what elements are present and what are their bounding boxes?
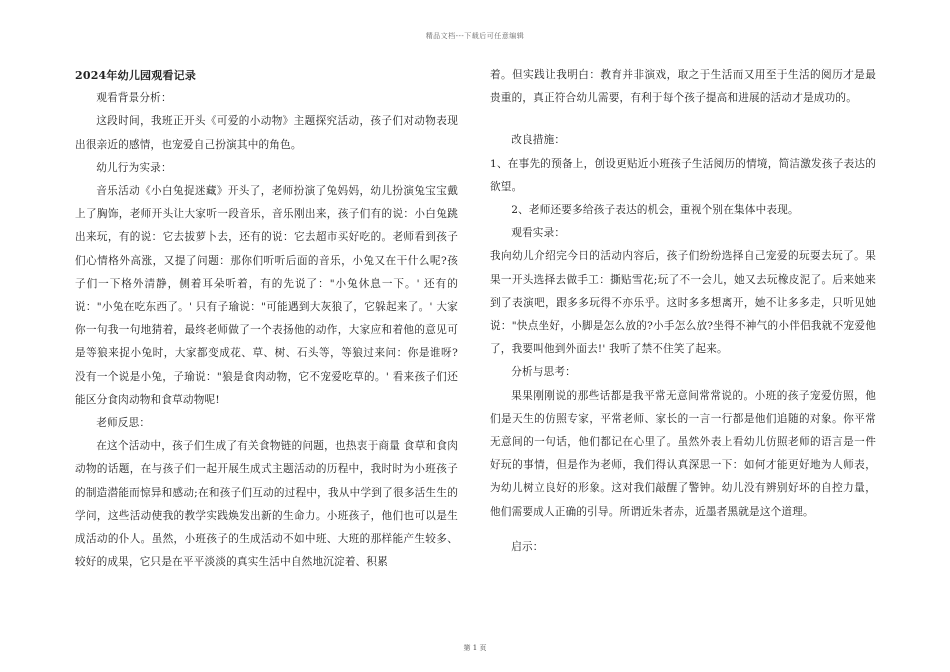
paragraph: 幼儿行为实录：	[96, 161, 172, 174]
page-footer: 第 1 页	[463, 644, 487, 652]
paragraph: 在这个活动中，孩子们生成了有关食物链的问题，也热衷于商量 食草和食肉动物的话题，在与孩子们一起开展生成式主题活动的历程中，我时时为小班孩子的制造潜能而惊异和感动;在和孩子们互动的过程中，我从中学到了很多活生生的学问，这些活动使我的教学实践焕发出新的生命力。小班孩子，他们也可以是生成活动的仆人。虽然，小班孩子的生成活动不如中班、大班的那样能产生较多、较好的成果，它只是在平平淡淡的真实生活中自然地沉淀着、积累	[75, 440, 458, 569]
paragraph: 我向幼儿介绍完今日的活动内容后，孩子们纷纷选择自己宠爱的玩耍去玩了。果果一开头选择去做手工：撕贴雪花;玩了不一会儿，她又去玩橡皮泥了。后来她来到了表演吧，跟多多玩得不亦乐乎。这时多多想离开，她不让多多走，只听见她说："快点坐好，小脚是怎么放的?小手怎么放?坐得不神气的小伴侣我就不宠爱他了，我要叫他到外面去!' 我听了禁不住笑了起来。	[490, 250, 876, 356]
paragraph: 果果刚刚说的那些话都是我平常无意间常常说的。小班的孩子宠爱仿照，他们是天生的仿照专家，平常老师、家长的一言一行都是他们追随的对象。你平常无意间的一句话，他们都记在心里了。虽然外表上看幼儿仿照老师的语言是一件好玩的事情，但是作为老师，我们得认真深思一下：如何才能更好地为人师表，为幼儿树立良好的形象。这对我们敲醒了警钟。幼儿没有辨别好坏的自控力量，他们需要成人正确的引导。所谓近朱者赤，近墨者黑就是这个道理。	[490, 389, 876, 518]
page-header: 精品文档---下载后可任意编辑	[425, 32, 525, 40]
paragraph: 着。但实践让我明白：教育并非演戏，取之于生活而又用至于生活的阅历才是最贵重的，真正符合幼儿需要，有利于每个孩子提高和进展的活动才是成功的。	[490, 69, 876, 105]
spacer	[490, 524, 876, 536]
paragraph: 启示：	[511, 540, 544, 553]
paragraph: 观看背景分析：	[96, 92, 172, 105]
paragraph: 音乐活动《小白兔捉迷藏》开头了，老师扮演了兔妈妈，幼儿扮演兔宝宝戴上了胸饰，老师开头让大家听一段音乐，音乐刚出来，孩子们有的说：小白兔跳出来玩，有的说：它去拔萝卜去，还有的说：它去超市买好吃的。老师看到孩子们心情格外高涨，又提了问题：那你们听听后面的音乐，小兔又在干什么呢?孩子们一下格外清静，侧着耳朵听着，有的先说了："小兔休息一下。' 还有的说："小兔在吃东西了。' 只有子瑜说："可能遇到大灰狼了，它躲起来了。' 大家你一句我一句地猜着，最终老师做了一个表扬他的动作，大家应和着他的意见可是等狼来捉小兔时，大家都变成花、草、树、石头等，等狼过来问：你是谁呀?没有一个说是小兔，子瑜说："狼是食肉动物，它不宠爱吃草的。' 看来孩子们还能区分食肉动物和食草动物呢!	[75, 185, 458, 406]
paragraph: 2、老师还要多给孩子表达的机会，重视个别在集体中表现。	[511, 204, 799, 217]
right-column	[490, 64, 876, 559]
left-column	[75, 64, 458, 574]
paragraph: 观看实录：	[511, 227, 566, 240]
document-title: 2024年幼儿园观看记录	[75, 69, 197, 82]
paragraph: 改良措施：	[511, 134, 566, 147]
paragraph: 1、在事先的预备上，创设更贴近小班孩子生活阅历的情境，简洁激发孩子表达的欲望。	[490, 157, 876, 193]
paragraph: 老师反思：	[96, 417, 151, 430]
paragraph: 分析与思考：	[511, 366, 576, 379]
paragraph: 这段时间，我班正开头《可爱的小动物》主题探究活动，孩子们对动物表现出很亲近的感情，也宠爱自己扮演其中的角色。	[75, 115, 458, 151]
spacer	[490, 110, 876, 129]
